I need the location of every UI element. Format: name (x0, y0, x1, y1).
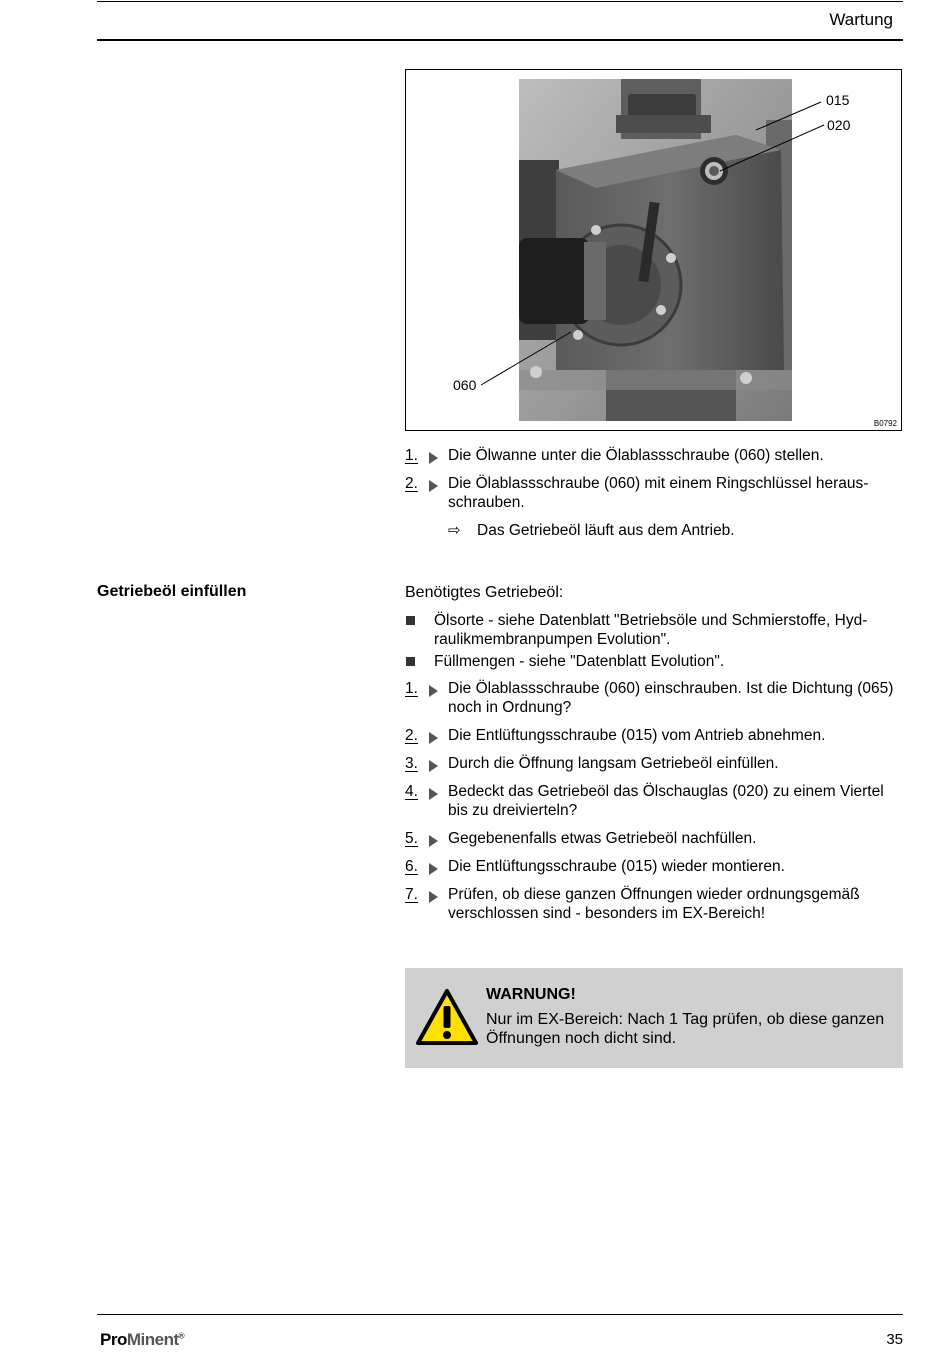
step-arrow-icon (429, 732, 438, 744)
step-number: 3. (405, 755, 418, 772)
step-text: Bedeckt das Getriebeöl das Ölschauglas (020) zu einem Viertel bis zu dreivierteln? (448, 783, 884, 819)
warning-box (405, 968, 903, 1068)
list-item (405, 857, 905, 876)
step-arrow-icon (429, 760, 438, 772)
step-arrow-icon (429, 480, 438, 492)
step-text: Die Ölwanne unter die Ölablassschraube (060) stellen. (448, 447, 824, 464)
label-015: 015 (826, 92, 850, 108)
list-item (405, 885, 905, 923)
fill-section (405, 583, 905, 932)
footer-rule (97, 1314, 903, 1315)
step-text: Die Ölablassschraube (060) einschrauben. Ist die Dichtung (065) noch in Ordnung? (448, 680, 894, 716)
step-text: Prüfen, ob diese ganzen Öffnungen wieder ordnungsgemäß verschlossen sind - besonders im EX-Bereich! (448, 886, 860, 922)
step-arrow-icon (429, 452, 438, 464)
list-item: Füllmengen - siehe "Datenblatt Evolution". (405, 652, 905, 671)
step-arrow-icon (429, 788, 438, 800)
label-060: 060 (453, 377, 477, 393)
drain-steps (405, 446, 905, 540)
step-arrow-icon (429, 863, 438, 875)
step-text: Die Entlüftungsschraube (015) vom Antrieb abnehmen. (448, 727, 826, 744)
oil-requirements-list (405, 611, 905, 671)
warning-triangle-icon (415, 988, 479, 1046)
step-text: Die Ölablassschraube (060) mit einem Ringschlüssel heraus-schrauben. (448, 475, 869, 511)
result-text: Das Getriebeöl läuft aus dem Antrieb. (477, 522, 735, 539)
section-intro: Benötigtes Getriebeöl: (405, 584, 564, 601)
step-number: 1. (405, 680, 418, 697)
list-item: Ölsorte - siehe Datenblatt "Betriebsöle und Schmierstoffe, Hyd-raulikmembranpumpen Evolution". (405, 611, 905, 649)
gearbox-figure (405, 69, 902, 431)
bullet-square-icon (406, 657, 415, 666)
step-number: 6. (405, 858, 418, 875)
section-heading: Getriebeöl einfüllen (97, 583, 247, 600)
figure-id: B0792 (873, 419, 897, 428)
step-text: Die Entlüftungsschraube (015) wieder montieren. (448, 858, 785, 875)
header-bottom-rule (97, 39, 903, 41)
step-number: 2. (405, 475, 418, 492)
list-item (405, 726, 905, 745)
list-item (405, 782, 905, 820)
prominent-logo: ProMinent® (100, 1330, 185, 1349)
step-number: 5. (405, 830, 418, 847)
step-arrow-icon (429, 835, 438, 847)
list-item (405, 754, 905, 773)
list-item (405, 829, 905, 848)
step-arrow-icon (429, 685, 438, 697)
step-arrow-icon (429, 891, 438, 903)
step-number: 4. (405, 783, 418, 800)
warning-text: Nur im EX-Bereich: Nach 1 Tag prüfen, ob diese ganzen Öffnungen noch dicht sind. (486, 1011, 885, 1047)
step-text: Durch die Öffnung langsam Getriebeöl einfüllen. (448, 755, 779, 772)
header-top-rule (97, 1, 903, 2)
label-020: 020 (827, 117, 851, 133)
warning-title: WARNUNG! (486, 986, 576, 1003)
list-item (405, 679, 905, 717)
list-item (405, 446, 905, 465)
step-number: 2. (405, 727, 418, 744)
step-number: 7. (405, 886, 418, 903)
header-title: Wartung (829, 10, 893, 29)
step-number: 1. (405, 447, 418, 464)
list-item (405, 474, 905, 512)
step-result (405, 521, 905, 540)
result-arrow-icon: ⇨ (448, 522, 461, 539)
step-text: Gegebenenfalls etwas Getriebeöl nachfüllen. (448, 830, 757, 847)
page-number: 35 (886, 1331, 903, 1348)
bullet-square-icon (406, 616, 415, 625)
